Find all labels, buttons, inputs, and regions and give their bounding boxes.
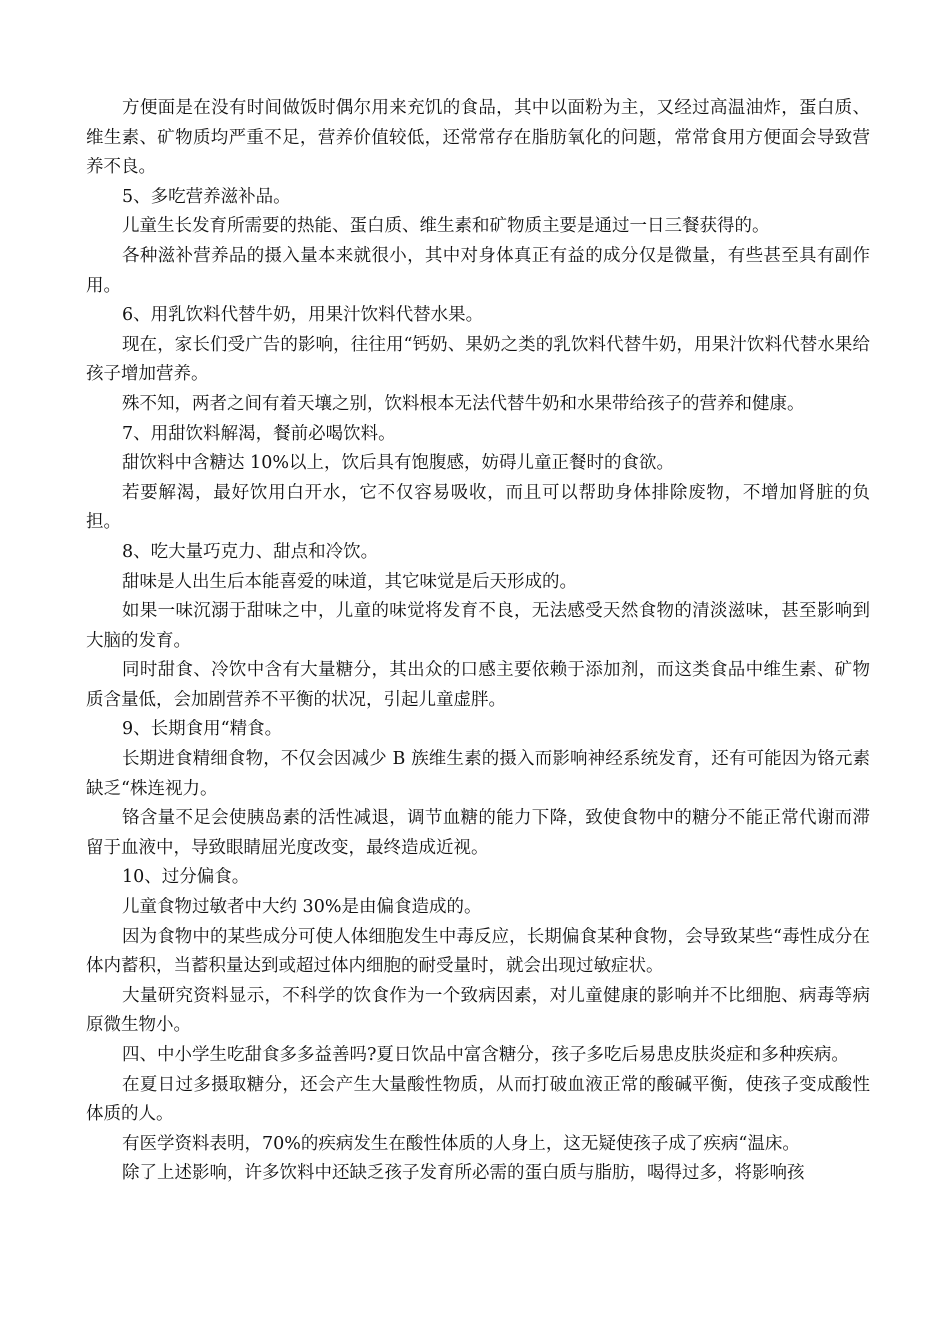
paragraph: 同时甜食、冷饮中含有大量糖分，其出众的口感主要依赖于添加剂，而这类食品中维生素、矿物质含量低，会加剧营养不平衡的状况，引起儿童虚胖。 bbox=[86, 660, 870, 710]
heading-item-7: 7、用甜饮料解渴，餐前必喝饮料。 bbox=[122, 423, 396, 444]
paragraph: 长期进食精细食物，不仅会因减少 B 族维生素的摄入而影响神经系统发育，还有可能因为铬元素缺乏“株连视力。 bbox=[86, 749, 870, 799]
paragraph: 如果一味沉溺于甜味之中，儿童的味觉将发育不良，无法感受天然食物的清淡滋味，甚至影响到大脑的发育。 bbox=[86, 601, 870, 651]
document-page bbox=[86, 94, 870, 1189]
paragraph: 甜味是人出生后本能喜爱的味道，其它味觉是后天形成的。 bbox=[122, 571, 577, 592]
paragraph: 儿童生长发育所需要的热能、蛋白质、维生素和矿物质主要是通过一日三餐获得的。 bbox=[122, 216, 770, 237]
paragraph: 在夏日过多摄取糖分，还会产生大量酸性物质，从而打破血液正常的酸碱平衡，使孩子变成酸性体质的人。 bbox=[86, 1074, 870, 1125]
paragraph: 殊不知，两者之间有着天壤之别，饮料根本无法代替牛奶和水果带给孩子的营养和健康。 bbox=[122, 393, 805, 414]
section-heading-four: 四、中小学生吃甜食多多益善吗?夏日饮品中富含糖分，孩子多吃后易患皮肤炎症和多种疾病。 bbox=[122, 1045, 849, 1065]
paragraph: 甜饮料中含糖达 10%以上，饮后具有饱腹感，妨碍儿童正餐时的食欲。 bbox=[122, 453, 674, 474]
paragraph-instant-noodles: 方便面是在没有时间做饭时偶尔用来充饥的食品，其中以面粉为主，又经过高温油炸，蛋白质、维生素、矿物质均严重不足，营养价值较低，还常常存在脂肪氧化的问题，常常食用方便面会导致营养不良。 bbox=[86, 98, 870, 178]
paragraph: 有医学资料表明，70%的疾病发生在酸性体质的人身上，这无疑使孩子成了疾病“温床。 bbox=[122, 1133, 800, 1154]
paragraph: 除了上述影响，许多饮料中还缺乏孩子发育所必需的蛋白质与脂肪，喝得过多，将影响孩 bbox=[122, 1163, 805, 1184]
paragraph: 铬含量不足会使胰岛素的活性减退，调节血糖的能力下降，致使食物中的糖分不能正常代谢而滞留于血液中，导致眼睛屈光度改变，最终造成近视。 bbox=[86, 808, 870, 858]
heading-item-5: 5、多吃营养滋补品。 bbox=[122, 186, 291, 207]
paragraph: 各种滋补营养品的摄入量本来就很小，其中对身体真正有益的成分仅是微量，有些甚至具有副作用。 bbox=[86, 245, 870, 296]
heading-item-8: 8、吃大量巧克力、甜点和冷饮。 bbox=[122, 541, 379, 562]
heading-item-9: 9、长期食用“精食。 bbox=[122, 719, 283, 740]
paragraph: 若要解渴，最好饮用白开水，它不仅容易吸收，而且可以帮助身体排除废物，不增加肾脏的负担。 bbox=[86, 482, 870, 533]
heading-item-10: 10、过分偏食。 bbox=[122, 867, 250, 888]
paragraph: 大量研究资料显示，不科学的饮食作为一个致病因素，对儿童健康的影响并不比细胞、病毒等病原微生物小。 bbox=[86, 985, 870, 1036]
paragraph: 儿童食物过敏者中大约 30%是由偏食造成的。 bbox=[122, 897, 482, 918]
paragraph: 因为食物中的某些成分可使人体细胞发生中毒反应，长期偏食某种食物，会导致某些“毒性成分在体内蓄积，当蓄积量达到或超过体内细胞的耐受量时，就会出现过敏症状。 bbox=[86, 926, 870, 977]
paragraph: 现在，家长们受广告的影响，往往用“钙奶、果奶之类的乳饮料代替牛奶，用果汁饮料代替水果给孩子增加营养。 bbox=[86, 334, 870, 385]
heading-item-6: 6、用乳饮料代替牛奶，用果汁饮料代替水果。 bbox=[122, 305, 484, 326]
